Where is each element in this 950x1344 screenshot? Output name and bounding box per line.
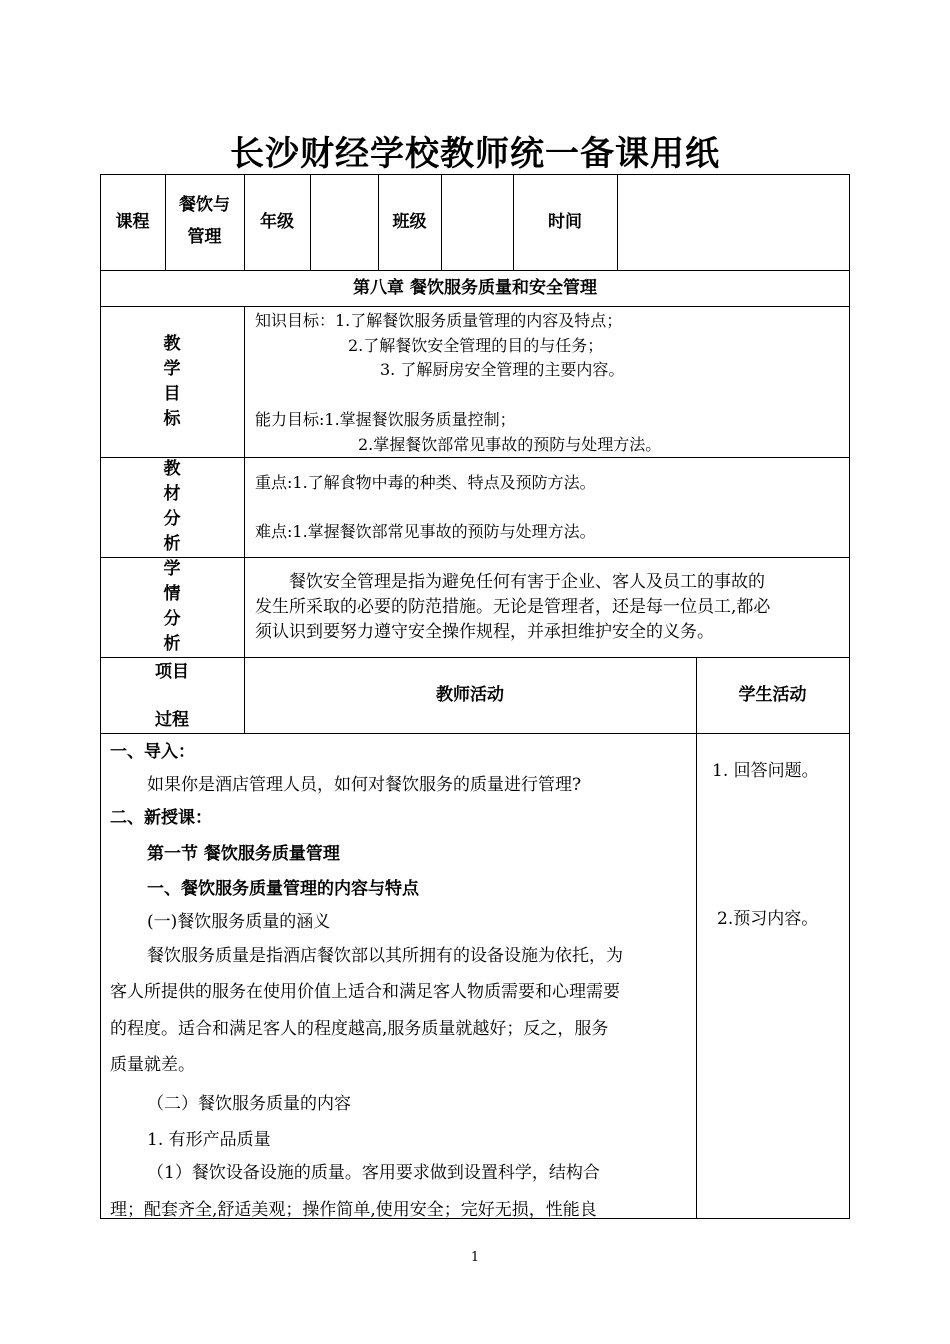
row-divider [100, 733, 850, 734]
page-number: 1 [470, 1250, 480, 1265]
objectives-label [157, 332, 187, 432]
students-line: 餐饮安全管理是指为避免任何有害于企业、客人及员工的事故的 [289, 572, 765, 592]
row-divider [100, 306, 850, 307]
class-value [441, 174, 513, 270]
teacher-activity-header: 教师活动 [436, 685, 504, 705]
plan-line: 理；配套齐全,舒适美观；操作简单,使用安全；完好无损，性能良 [110, 1200, 597, 1220]
chapter-title: 第八章 餐饮服务质量和安全管理 [353, 278, 597, 298]
plan-line: 一、导入： [110, 742, 195, 762]
students-label-char: 分 [163, 609, 181, 629]
grade-value [310, 174, 378, 270]
material-label-char: 教 [163, 459, 181, 479]
objectives-label-char: 标 [163, 409, 181, 429]
objective-line: 知识目标：1.了解餐饮服务质量管理的内容及特点； [255, 311, 623, 330]
course-value-line2: 管理 [187, 227, 222, 247]
material-label-char: 材 [163, 484, 181, 504]
objectives-label-char: 目 [163, 384, 181, 404]
plan-line: (一)餐饮服务质量的涵义 [147, 912, 331, 932]
student-activity: 2.预习内容。 [717, 909, 819, 929]
plan-line: （1）餐饮设备设施的质量。客用要求做到设置科学，结构合 [147, 1163, 600, 1183]
students-label-char: 情 [163, 584, 181, 604]
material-label-char: 析 [163, 534, 181, 554]
page-title: 长沙财经学校教师统一备课用纸 [230, 134, 720, 174]
objective-line: 能力目标:1.掌握餐饮服务质量控制； [255, 410, 516, 429]
students-label-char: 析 [163, 634, 181, 654]
students-label-char: 学 [163, 559, 181, 579]
course-label: 课程 [115, 212, 150, 232]
plan-line: 餐饮服务质量是指酒店餐饮部以其所拥有的设备设施为依托，为 [147, 946, 623, 966]
students-line: 须认识到要努力遵守安全操作规程，并承担维护安全的义务。 [255, 622, 714, 642]
plan-line: 一、餐饮服务质量管理的内容与特点 [147, 879, 419, 899]
table-border-right [849, 174, 850, 1219]
difficulty-point: 难点:1.掌握餐饮部常见事故的预防与处理方法。 [255, 522, 596, 541]
student-activity-header: 学生活动 [738, 685, 807, 705]
objective-line: 3. 了解厨房安全管理的主要内容。 [380, 360, 625, 379]
students-line: 发生所采取的必要的防范措施。无论是管理者，还是每一位员工,都必 [255, 597, 771, 617]
row-divider [100, 457, 850, 458]
class-label: 班级 [392, 212, 427, 232]
row-divider [100, 557, 850, 558]
plan-line: 质量就差。 [110, 1055, 195, 1075]
plan-line: （二）餐饮服务质量的内容 [147, 1094, 351, 1114]
process-label: 过程 [155, 710, 189, 730]
plan-line: 二、新授课： [110, 808, 212, 828]
objectives-label-char: 教 [163, 334, 181, 354]
material-label-char: 分 [163, 509, 181, 529]
plan-line: 1. 有形产品质量 [147, 1130, 271, 1150]
lesson-plan-table [100, 174, 850, 1219]
plan-line: 客人所提供的服务在使用价值上适合和满足客人物质需要和心理需要 [110, 982, 620, 1002]
item-label: 项目 [155, 662, 189, 682]
column-divider [696, 657, 697, 1219]
material-label [157, 457, 187, 557]
plan-line: 如果你是酒店管理人员，如何对餐饮服务的质量进行管理? [147, 775, 582, 795]
table-border-left [100, 174, 101, 1219]
time-label: 时间 [548, 212, 582, 232]
course-value-line1: 餐饮与 [179, 195, 230, 215]
objectives-label-char: 学 [163, 359, 181, 379]
grade-label: 年级 [260, 212, 294, 232]
student-activity: 1. 回答问题。 [712, 761, 819, 781]
plan-line: 第一节 餐饮服务质量管理 [147, 844, 340, 864]
students-label [157, 557, 187, 657]
key-point: 重点:1.了解食物中毒的种类、特点及预防方法。 [255, 473, 596, 492]
plan-line: 的程度。适合和满足客人的程度越高,服务质量就越好；反之，服务 [110, 1019, 609, 1039]
objective-line: 2.了解餐饮安全管理的目的与任务； [348, 336, 604, 355]
objective-line: 2.掌握餐饮部常见事故的预防与处理方法。 [358, 435, 662, 454]
time-value [617, 174, 849, 270]
